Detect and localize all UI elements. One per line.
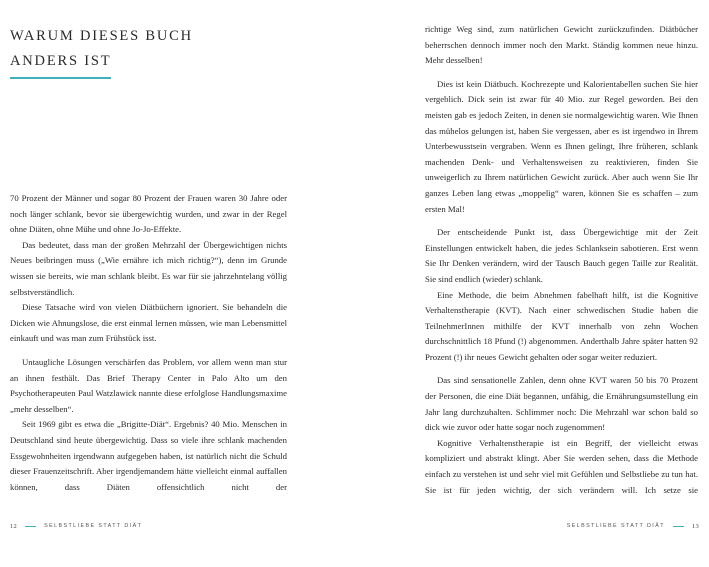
running-title: SELBSTLIEBE STATT DIÄT xyxy=(566,523,665,529)
right-page xyxy=(355,0,709,567)
footer-divider xyxy=(25,526,36,527)
paragraph: richtige Weg sind, zum natürlichen Gewicht zurückzufinden. Diätbücher beherrschen dennoch immer noch den Markt. Ständig kommen neue hinzu. Mehr desselben! xyxy=(425,24,698,66)
right-body-text xyxy=(425,22,698,498)
paragraph: Das bedeutet, dass man der großen Mehrzahl der Übergewichtigen nichts Neues beibringen muss („Wie ernähre ich mich richtig?“), denn im Grunde wissen sie bereits, wie man schlank bleibt. Es war für sie jahrzehntelang völlig selbstverständlich. xyxy=(10,239,287,297)
chapter-title-line-1: WARUM DIESES BUCH xyxy=(10,28,193,44)
paragraph: 70 Prozent der Männer und sogar 80 Prozent der Frauen waren 30 Jahre oder noch länger schlank, bevor sie übergewichtig wurden, und zwar in der Regel ohne Diäten, ohne Mühe und ohne Jo-Jo-Effekte. xyxy=(10,193,287,235)
paragraph: Untaugliche Lösungen verschärfen das Problem, vor allem wenn man stur an ihnen festhält. Das Brief Therapy Center in Palo Alto um den Psychotherapeuten Paul Watzlawick nannte diese erfolglose Handlungsmaxime „mehr desselben“. xyxy=(10,356,287,414)
title-underline xyxy=(10,77,111,79)
chapter-title xyxy=(10,24,310,74)
paragraph: Dies ist kein Diätbuch. Kochrezepte und Kalorientabellen suchen Sie hier vergeblich. Dick sein ist zwar für 40 Mio. zur Regel geworden. Bei den meisten gab es jedoch Zeiten, in denen sie normalgewichtig waren. Wie Ihnen das mühelos gelungen ist, haben Sie vergessen, aber es ist irgendwo in Ihrem Unterbewusstsein vergraben. Wenn es Ihnen gelingt, Ihre früheren, schlank machenden Denk- und Verhaltensweisen zu reaktivieren, finden Sie unweigerlich zu Ihrem natürlichen Gewicht zurück. Aber auch wenn Sie Ihr ganzes Leben lang etwas „moppelig“ waren, können Sie es schaffen – zum ersten Mal! xyxy=(425,78,698,214)
page-number: 13 xyxy=(691,522,699,530)
right-page-footer xyxy=(567,521,699,531)
paragraph: Seit 1969 gibt es etwa die „Brigitte-Diät“. Ergebnis? 40 Mio. Menschen in Deutschland sind heute übergewichtig. Dass so viele ihre schlank machenden Essgewohnheiten irgendwann aufgegeben haben, ist natürlich nicht die Schuld dieser Frauenzeitschrift. Aber irgendjemandem hätte vielleicht einmal auffallen können, dass Diäten offensichtlich nicht der xyxy=(10,419,287,492)
running-title: SELBSTLIEBE STATT DIÄT xyxy=(44,523,143,529)
page-number: 12 xyxy=(10,522,18,530)
paragraph: Der entscheidende Punkt ist, dass Übergewichtige mit der Zeit Einstellungen entwickelt haben, die jedes Schlanksein sabotieren. Erst wenn Sie Ihr Denken verändern, wird der Tausch Bauch gegen Taille zur Realität. Sie sind endlich (wieder) schlank. xyxy=(425,227,698,284)
paragraph: Diese Tatsache wird von vielen Diätbüchern ignoriert. Sie behandeln die Dicken wie Ahnungslose, die erst einmal lernen müssen, wie man Lebensmittel einkauft und was man zum Frühstück isst. xyxy=(10,302,287,344)
paragraph: Eine Methode, die beim Abnehmen fabelhaft hilft, ist die Kognitive Verhaltenstherapie (KVT). Nach einer schwedischen Studie haben die TeilnehmerInnen mithilfe der KVT innerhalb von zehn Wochen durchschnittlich 18 Pfund (!) abgenommen. Anderthalb Jahre später hatten 92 Prozent (!) ihr neues Gewicht gehalten oder sogar weiter reduziert. xyxy=(425,289,698,362)
left-page-footer xyxy=(10,521,142,531)
paragraph: Das sind sensationelle Zahlen, denn ohne KVT waren 50 bis 70 Prozent der Personen, die eine Diät begannen, unfähig, die Ernährungsumstellung ein Jahr lang durchzuhalten. Schlimmer noch: Die Mehrzahl war schon bald so dick wie zuvor oder hatte sogar noch zugenommen! xyxy=(425,375,698,433)
left-page xyxy=(0,0,354,567)
paragraph: Kognitive Verhaltenstherapie ist ein Begriff, der vielleicht etwas kompliziert und abstrakt klingt. Aber Sie werden sehen, dass die Methode einfach zu verstehen ist und sehr viel mit Gefühlen und Selbstliebe zu tun hat. Sie ist für jeden wichtig, der sich verändern will. Ich setze sie xyxy=(425,437,698,495)
footer-divider xyxy=(673,526,684,527)
chapter-title-line-2: ANDERS IST xyxy=(10,53,112,69)
left-body-text xyxy=(10,191,287,495)
